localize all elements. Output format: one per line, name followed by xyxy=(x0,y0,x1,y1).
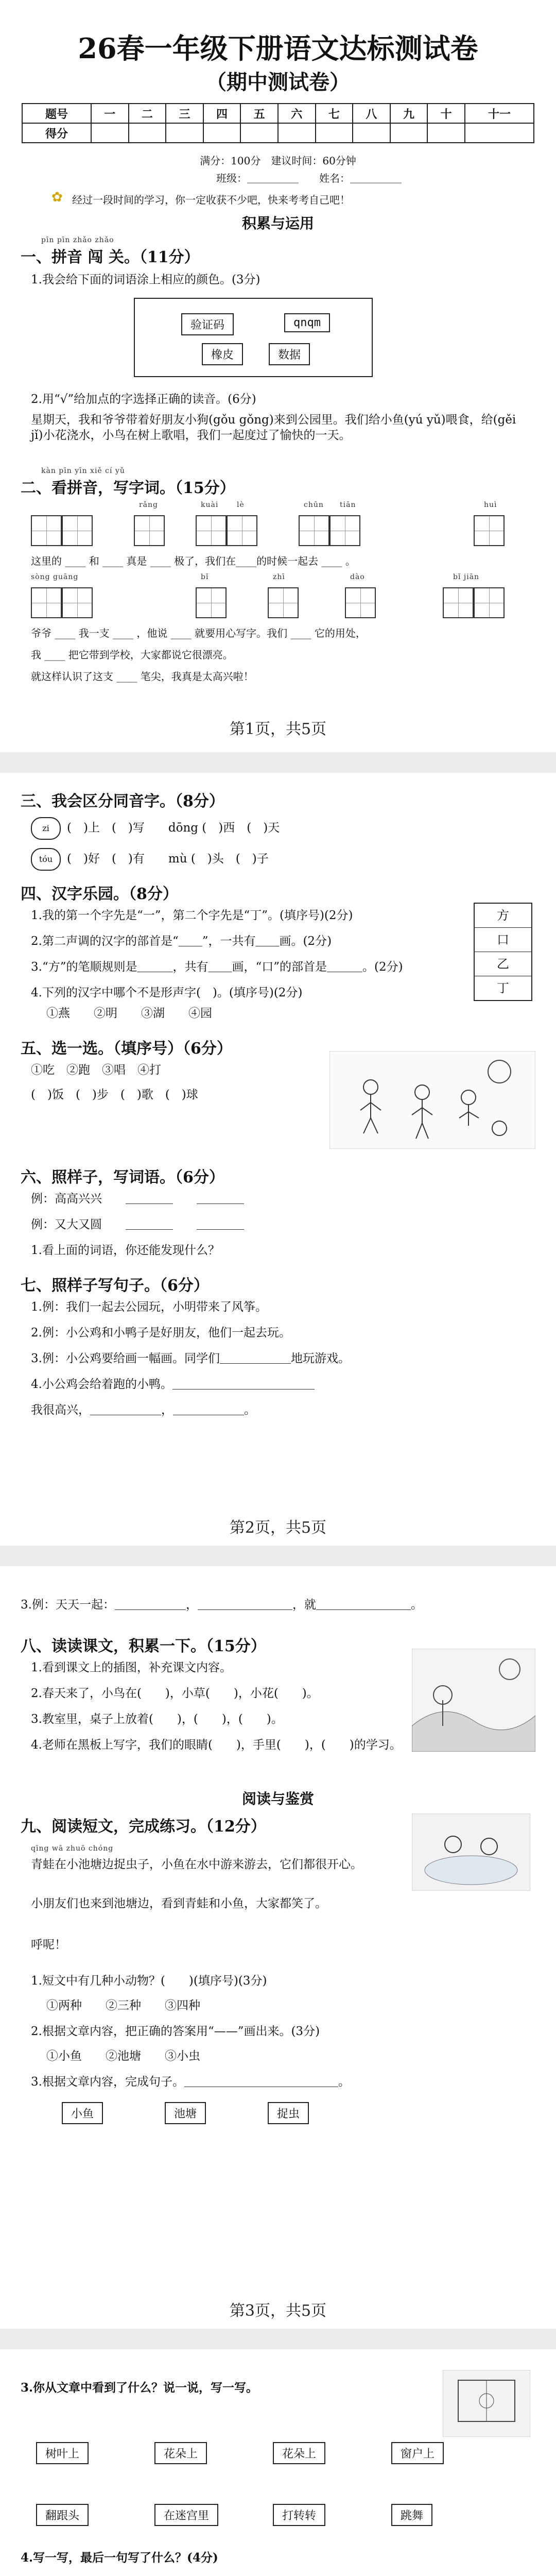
score-table xyxy=(22,103,534,143)
score-header-row xyxy=(22,104,534,123)
q10-word-1[interactable]: 树叶上 xyxy=(36,2442,89,2464)
score-cell[interactable] xyxy=(353,123,390,143)
q2-pinyin-4: chūn xyxy=(304,501,324,509)
q9-box-1[interactable]: 小鱼 xyxy=(62,2102,103,2124)
q1-box-code[interactable]: qnqm xyxy=(284,313,330,332)
score-cell[interactable] xyxy=(129,123,166,143)
q4-item-2: 2.第二声调的汉字的部首是“＿＿”，一共有＿＿画。(2分) xyxy=(31,935,332,948)
tian-box[interactable] xyxy=(474,587,505,618)
q3-row-1: ( )上 ( )写 dōng ( )西 ( )天 xyxy=(67,821,280,835)
q1-pinyin: pīn pīn zhǎo zhǎo xyxy=(41,236,114,244)
q2-pinyin-b4: dào xyxy=(350,573,365,581)
pond-illustration xyxy=(412,1814,530,1891)
star-icon: ✿ xyxy=(51,190,63,205)
score-cell[interactable] xyxy=(465,123,534,143)
tian-box[interactable] xyxy=(443,587,474,618)
q9-text-1: 青蛙在小池塘边捉虫子，小鱼在水中游来游去，它们都很开心。 xyxy=(31,1858,362,1871)
q10-word-3[interactable]: 花朵上 xyxy=(273,2442,325,2464)
q4-side-table xyxy=(474,903,532,1001)
q1-box-eraser[interactable]: 橡皮 xyxy=(202,343,243,365)
score-cell[interactable] xyxy=(240,123,278,143)
q1-title: 一、拼音 闯 关。（11分） xyxy=(21,248,200,266)
score-value-row xyxy=(22,123,534,143)
q9-pinyin: qīng wā zhuō chóng xyxy=(31,1844,114,1853)
q10-item-2: 4.写一写，最后一句写了什么？(4分) xyxy=(21,2551,218,2565)
exam-meta: 满分：100分 建议时间：60分钟 xyxy=(200,155,356,167)
q4-item-1: 1.我的第一个字先是“一”，第二个字先是“丁”。(填序号)(2分) xyxy=(31,909,353,922)
score-header-cell: 三 xyxy=(166,104,203,123)
q7-item-6: 3.例：天天一起：＿＿＿＿＿＿，＿＿＿＿＿＿＿＿，就＿＿＿＿＿＿＿＿。 xyxy=(21,1598,423,1612)
score-cell[interactable] xyxy=(390,123,428,143)
q1-item-2: 2.用“√”给加点的字选择正确的读音。(6分) xyxy=(31,393,256,406)
tian-box[interactable] xyxy=(474,515,505,546)
q9-question-1: 1.短文中有几种小动物？( )(填序号)(3分) xyxy=(31,1974,267,1988)
score-header-cell: 六 xyxy=(278,104,316,123)
score-header-cell: 二 xyxy=(129,104,166,123)
q2-pinyin: kàn pīn yīn xiě cí yǔ xyxy=(41,467,125,475)
q3-char-b: tóu xyxy=(31,848,61,871)
score-cell[interactable] xyxy=(278,123,316,143)
page-1 xyxy=(0,0,556,752)
page-number: 第2页，共5页 xyxy=(229,1519,327,1537)
q9-options-2: ①小鱼 ②池塘 ③小虫 xyxy=(46,2049,200,2063)
q2-pinyin-1: rǎng xyxy=(139,501,159,509)
q8-item-2: 2.春天来了，小鸟在( )，小草( )，小花( )。 xyxy=(31,1687,319,1700)
q9-box-3[interactable]: 捉虫 xyxy=(268,2102,309,2124)
score-header-cell: 五 xyxy=(240,104,278,123)
page-subtitle: （期中测试卷） xyxy=(206,70,350,94)
q10-word-2[interactable]: 花朵上 xyxy=(154,2442,207,2464)
page-separator xyxy=(0,752,556,773)
q2-pinyin-b2: bǐ xyxy=(201,573,209,581)
score-cell[interactable] xyxy=(316,123,353,143)
q6-item-2: 例：又大又圆 ＿＿＿＿ ＿＿＿＿ xyxy=(31,1218,244,1231)
q7-title: 七、照样子写句子。（6分） xyxy=(21,1277,209,1295)
q7-item-4: 4.小公鸡会给着跑的小鸭。＿＿＿＿＿＿＿＿＿＿＿＿ xyxy=(31,1378,315,1391)
q10-word-5[interactable]: 翻跟头 xyxy=(36,2504,89,2526)
q1-box-data[interactable]: 数据 xyxy=(269,343,310,365)
section-heading: 阅读与鉴赏 xyxy=(241,1790,314,1807)
score-row-label: 得分 xyxy=(22,123,91,143)
q4-side-cell: 口 xyxy=(475,928,531,952)
q1-captcha-panel xyxy=(134,298,373,377)
tian-box[interactable] xyxy=(227,515,257,546)
q6-title: 六、照样子，写词语。（6分） xyxy=(21,1168,224,1187)
q7-item-2: 2.例：小公鸡和小鸭子是好朋友，他们一起去玩。 xyxy=(31,1326,291,1340)
q10-word-4[interactable]: 窗户上 xyxy=(391,2442,444,2464)
page-3 xyxy=(0,1566,556,2329)
tian-box[interactable] xyxy=(62,515,93,546)
q9-question-2: 2.根据文章内容，把正确的答案用“——”画出来。(3分) xyxy=(31,2025,320,2038)
score-cell[interactable] xyxy=(166,123,203,143)
q9-title: 九、阅读短文，完成练习。（12分） xyxy=(21,1818,266,1836)
q9-text-3: 呼呢！ xyxy=(31,1938,66,1952)
landscape-illustration xyxy=(412,1649,535,1752)
page-number: 第1页，共5页 xyxy=(229,720,327,738)
q8-title: 八、读读课文，积累一下。（15分） xyxy=(21,1637,266,1655)
kids-playing-illustration xyxy=(329,1051,535,1149)
q10-word-8[interactable]: 跳舞 xyxy=(391,2504,432,2526)
child-window-illustration xyxy=(443,2370,530,2437)
page-separator xyxy=(0,1546,556,1566)
q1-item-2-text: 星期天，我和爷爷带着好朋友小狗(gǒu gǒng)来到公园里。我们给小鱼(yú yǔ)喂食，给(gěi jǐ)小花浇水，小鸟在树上歌唱，我们一起度过了愉快的一天。 xyxy=(31,413,516,442)
q4-title: 四、汉字乐园。（8分） xyxy=(21,885,178,903)
q2-line-1: 这里的 ____ 和 ____ 真是 ____ 极了，我们在____的时候一起去 ____ 。 xyxy=(31,555,356,567)
q2-pinyin-2: kuài xyxy=(201,501,219,509)
q2-pinyin-b3: zhī xyxy=(273,573,285,581)
q5-title: 五、选一选。（填序号）（6分） xyxy=(21,1040,232,1058)
q4-side-cell: 丁 xyxy=(497,981,509,995)
q9-text-2: 小朋友们也来到池塘边，看到青蛙和小鱼，大家都笑了。 xyxy=(31,1897,327,1910)
score-header-cell: 题号 xyxy=(22,104,91,123)
q7-item-3: 3.例：小公鸡要给画一幅画。同学们＿＿＿＿＿＿地玩游戏。 xyxy=(31,1352,350,1365)
q4-item-3: 3.“方”的笔顺规则是＿＿＿，共有＿＿画，“口”的部首是＿＿＿。(2分) xyxy=(31,960,403,974)
page-separator xyxy=(0,2329,556,2349)
greeting-text: 经过一段时间的学习，你一定收获不少吧，快来考考自己吧！ xyxy=(72,194,350,206)
q3-row-2: ( )好 ( )有 mù ( )头 ( )子 xyxy=(67,852,269,866)
score-cell[interactable] xyxy=(91,123,129,143)
q9-options-1: ①两种 ②三种 ③四种 xyxy=(46,1999,200,2012)
q2-pinyin-5: tiān xyxy=(340,501,356,509)
q10-word-7[interactable]: 打转转 xyxy=(273,2504,325,2526)
page-title: 26春一年级下册语文达标测试卷 xyxy=(78,32,478,65)
score-header-cell: 十一 xyxy=(465,104,534,123)
tian-box[interactable] xyxy=(345,587,376,618)
tian-box[interactable] xyxy=(196,587,227,618)
page-2 xyxy=(0,773,556,1546)
q1-box-label[interactable]: 验证码 xyxy=(181,313,234,335)
score-cell[interactable] xyxy=(203,123,241,143)
score-header-cell: 一 xyxy=(91,104,129,123)
q9-box-2[interactable]: 池塘 xyxy=(165,2102,206,2124)
q5-options: ①吃 ②跑 ③唱 ④打 xyxy=(31,1063,161,1077)
page-4 xyxy=(0,2349,556,2576)
tian-box[interactable] xyxy=(31,515,62,546)
q8-item-3: 3.教室里，桌子上放着( )，( )，( )。 xyxy=(31,1713,283,1726)
tian-box[interactable] xyxy=(196,515,227,546)
tian-box[interactable] xyxy=(31,587,62,618)
page-number: 第3页，共5页 xyxy=(229,2302,327,2320)
score-header-cell: 四 xyxy=(203,104,241,123)
q2-line-2: 爷爷 ____ 我一支 ____ ，他说 ____ 就要用心写字。我们 ____ 它的用处， xyxy=(31,627,366,639)
q2-title: 二、看拼音，写字词。（15分） xyxy=(21,479,235,497)
q6-item-1: 例：高高兴兴 ＿＿＿＿ ＿＿＿＿ xyxy=(31,1192,244,1206)
q2-pinyin-3: lè xyxy=(237,501,245,509)
q8-item-1: 1.看到课文上的插图，补充课文内容。 xyxy=(31,1661,232,1674)
score-header-cell: 七 xyxy=(316,104,353,123)
tian-box[interactable] xyxy=(268,587,299,618)
q2-pinyin-6: huì xyxy=(484,501,497,509)
q2-pinyin-b5: bǐ jiān xyxy=(453,573,480,581)
q2-pinyin-b1: sòng guāng xyxy=(31,573,79,581)
q6-note: 1.看上面的词语，你还能发现什么？ xyxy=(31,1244,220,1257)
q2-line-3: 我 ____ 把它带到学校，大家都说它很漂亮。 xyxy=(31,649,233,661)
q5-blanks: ( )饭 ( )步 ( )歌 ( )球 xyxy=(31,1088,198,1101)
q8-item-4: 4.老师在黑板上写字，我们的眼睛( )，手里( )，( )的学习。 xyxy=(31,1738,402,1752)
score-cell[interactable] xyxy=(427,123,465,143)
q4-item-4: 4.下列的汉字中哪个不是形声字( )。(填序号)(2分) xyxy=(31,986,303,999)
section-heading: 积累与运用 xyxy=(241,215,314,232)
q9-question-3: 3.根据文章内容，完成句子。＿＿＿＿＿＿＿＿＿＿＿＿＿。 xyxy=(31,2075,350,2089)
q7-item-1: 1.例：我们一起去公园玩，小明带来了风筝。 xyxy=(31,1300,267,1314)
q1-item-1: 1.我会给下面的词语涂上相应的颜色。(3分) xyxy=(31,273,260,286)
q4-side-cell: 乙 xyxy=(475,952,531,976)
tian-box[interactable] xyxy=(62,587,93,618)
tian-box[interactable] xyxy=(134,515,165,546)
q4-side-cell: 方 xyxy=(475,904,531,928)
score-header-cell: 八 xyxy=(353,104,390,123)
score-header-cell: 九 xyxy=(390,104,428,123)
q2-line-end: 就这样认识了这支 ____ 笔尖，我真是太高兴啦！ xyxy=(31,670,254,683)
q10-item-1: 3.你从文章中看到了什么？说一说，写一写。 xyxy=(21,2381,258,2395)
q3-title: 三、我会区分同音字。（8分） xyxy=(21,792,224,810)
score-header-cell: 十 xyxy=(427,104,465,123)
q7-item-5: 我很高兴，＿＿＿＿＿＿，＿＿＿＿＿＿。 xyxy=(31,1403,256,1417)
q10-word-6[interactable]: 在迷宫里 xyxy=(154,2504,218,2526)
name-line: 班级：＿＿＿＿＿ 姓名：＿＿＿＿＿ xyxy=(216,172,402,184)
q4-options: ①燕 ②明 ③湖 ④园 xyxy=(46,1007,212,1020)
tian-box[interactable] xyxy=(299,515,329,546)
tian-box[interactable] xyxy=(329,515,360,546)
q3-char-a: zi xyxy=(31,817,61,840)
